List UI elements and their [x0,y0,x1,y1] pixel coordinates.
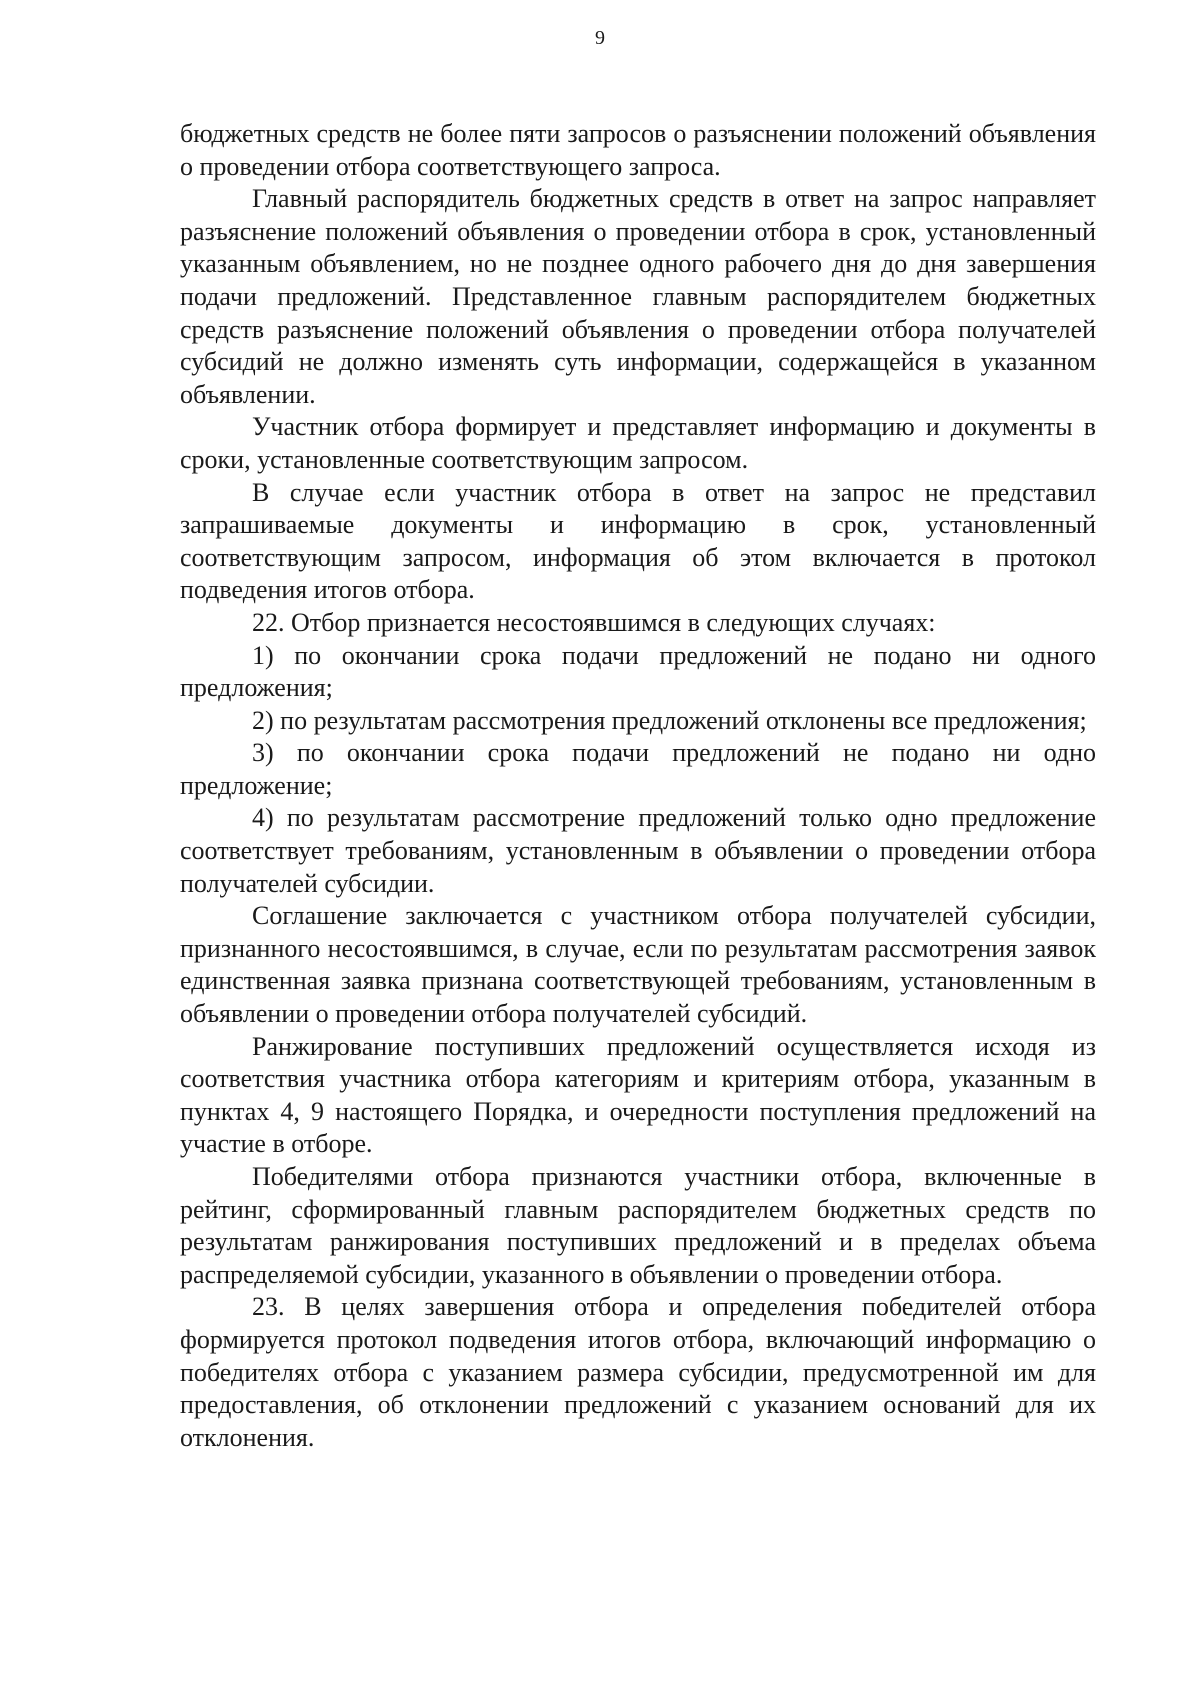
paragraph-clarification-response: Главный распорядитель бюджетных средств в ответ на запрос направляет разъяснение положений объявления о проведении отбора в срок, установленный указанным объявлением, но не позднее одного рабочего дня до дня завершения подачи предложений. Представленное главным распорядителем бюджетных средств разъяснение положений объявления о проведении отбора получателей субсидий не должно изменять суть информации, содержащейся в указанном объявлении. [180,184,1096,409]
list-item-3: 3) по окончании срока подачи предложений не подано ни одно предложение; [180,738,1096,800]
list-item-2: 2) по результатам рассмотрения предложений отклонены все предложения; [252,705,1087,735]
list-item-1: 1) по окончании срока подачи предложений не подано ни одного предложения; [180,640,1096,703]
paragraph-clause-22: 22. Отбор признается несостоявшимся в следующих случаях: [252,607,936,637]
page-number: 9 [595,27,605,49]
list-item-4: 4) по результатам рассмотрение предложений только одно предложение соответствует требованиям, установленным в объявлении о проведении отбора получателей субсидии. [180,803,1096,898]
paragraph-continuation: бюджетных средств не более пяти запросов о разъяснении положений объявления о проведении отбора соответствующего запроса. [180,119,1096,181]
paragraph-missing-documents: В случае если участник отбора в ответ на запрос не представил запрашиваемые документы и информацию в срок, установленный соответствующим запросом, информация об этом включается в протокол подведения итогов отбора. [180,477,1096,605]
document-body [180,118,1096,1454]
paragraph-winners: Победителями отбора признаются участники отбора, включенные в рейтинг, сформированный главным распорядителем бюджетных средств по результатам ранжирования поступивших предложений и в пределах объема распределяемой субсидии, указанного в объявлении о проведении отбора. [180,1162,1096,1289]
paragraph-participant-documents: Участник отбора формирует и представляет информацию и документы в сроки, установленные соответствующим запросом. [180,412,1096,474]
paragraph-ranking: Ранжирование поступивших предложений осуществляется исходя из соответствия участника отбора категориям и критериям отбора, указанным в пунктах 4, 9 настоящего Порядка, и очередности поступления предложений на участие в отборе. [180,1031,1096,1159]
paragraph-clause-23: 23. В целях завершения отбора и определения победителей отбора формируется протокол подведения итогов отбора, включающий информацию о победителях отбора с указанием размера субсидии, предусмотренной им для предоставления, об отклонении предложений с указанием оснований для их отклонения. [180,1292,1096,1452]
paragraph-agreement: Соглашение заключается с участником отбора получателей субсидии, признанного несостоявшимся, в случае, если по результатам рассмотрения заявок единственная заявка признана соответствующей требованиям, установленным в объявлении о проведении отбора получателей субсидий. [180,901,1096,1029]
